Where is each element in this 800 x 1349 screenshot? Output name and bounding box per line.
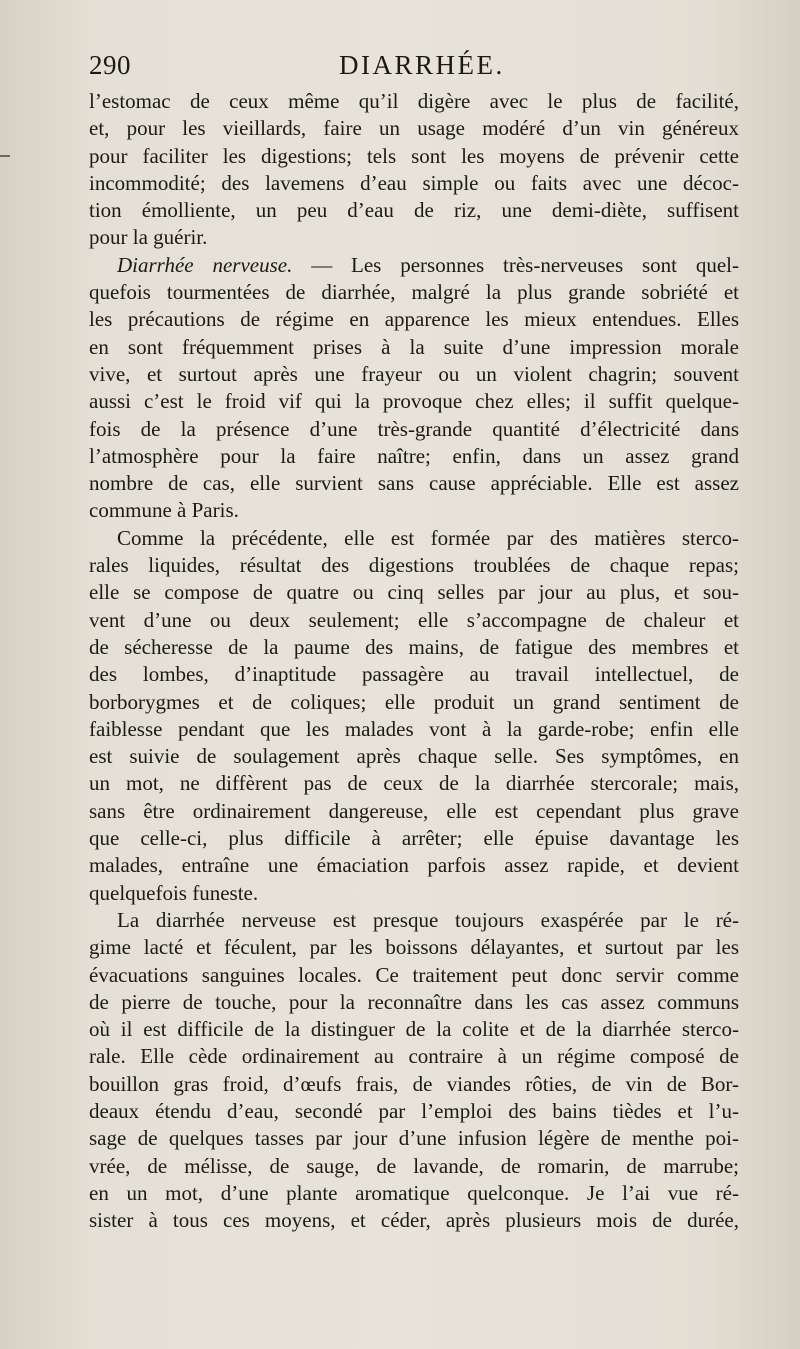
text-line: que celle-ci, plus difficile à arrêter; elle épuise davantage les [89, 826, 739, 851]
text-line: sage de quelques tasses par jour d’une infusion légère de menthe poi- [89, 1126, 739, 1151]
text-line: faiblesse pendant que les malades vont à la garde-robe; enfin elle [89, 716, 739, 741]
text-line: fois de la présence d’une très-grande quantité d’électricité dans [89, 416, 739, 441]
text-line: elle se compose de quatre ou cinq selles par jour au plus, et sou- [89, 580, 739, 605]
section-heading: Diarrhée nerveuse. [117, 252, 293, 277]
text-line: des lombes, d’inaptitude passagère au travail intellectuel, de [89, 662, 739, 687]
paragraph-3 [89, 525, 739, 907]
text-line: deaux étendu d’eau, secondé par l’emploi des bains tièdes et l’u- [89, 1098, 739, 1123]
text-line: quelquefois funeste. [89, 880, 259, 905]
text-line: vrée, de mélisse, de sauge, de lavande, de romarin, de marrube; [89, 1153, 739, 1178]
text-line: vive, et surtout après une frayeur ou un violent chagrin; souvent [89, 361, 739, 386]
text-line: évacuations sanguines locales. Ce traitement peut donc servir comme [89, 962, 739, 987]
text-line: et, pour les vieillards, faire un usage modéré d’un vin généreux [89, 116, 739, 141]
text-line: commune à Paris. [89, 498, 239, 523]
paragraph-2 [89, 252, 739, 525]
text-line: sans être ordinairement dangereuse, elle est cependant plus grave [89, 798, 739, 823]
page-body [89, 88, 739, 1234]
text-line: un mot, ne diffèrent pas de ceux de la diarrhée stercorale; mais, [89, 771, 739, 796]
margin-mark [0, 155, 10, 157]
running-title: DIARRHÉE. [339, 50, 505, 80]
text-line: vent d’une ou deux seulement; elle s’accompagne de chaleur et [89, 607, 739, 632]
text-line: de sécheresse de la paume des mains, de fatigue des membres et [89, 634, 739, 659]
text-line: quefois tourmentées de diarrhée, malgré la plus grande sobriété et [89, 280, 739, 305]
text-line: tion émolliente, un peu d’eau de riz, une demi-diète, suffisent [89, 198, 739, 223]
text-line [89, 252, 739, 279]
text-line: gime lacté et féculent, par les boissons délayantes, et surtout par les [89, 935, 739, 960]
text-line: rales liquides, résultat des digestions troublées de chaque repas; [89, 553, 739, 578]
text-line: en un mot, d’une plante aromatique quelconque. Je l’ai vue ré- [89, 1180, 739, 1205]
text-line: l’atmosphère pour la faire naître; enfin, dans un assez grand [89, 443, 739, 468]
text-line: en sont fréquemment prises à la suite d’une impression morale [89, 334, 739, 359]
text-line: malades, entraîne une émaciation parfois assez rapide, et devient [89, 853, 739, 878]
text-line: sister à tous ces moyens, et céder, après plusieurs mois de durée, [89, 1208, 739, 1233]
paragraph-1 [89, 88, 739, 252]
text-line: aussi c’est le froid vif qui la provoque chez elles; il suffit quelque- [89, 389, 739, 414]
paragraph-4 [89, 907, 739, 1235]
page-number: 290 [89, 50, 131, 80]
text-line: l’estomac de ceux même qu’il digère avec le plus de facilité, [89, 89, 739, 113]
text-line: bouillon gras froid, d’œufs frais, de viandes rôties, de vin de Bor- [89, 1071, 739, 1096]
text-line: rale. Elle cède ordinairement au contraire à un régime composé de [89, 1044, 739, 1069]
page-header [89, 50, 739, 90]
text-line: où il est difficile de la distinguer de la colite et de la diarrhée sterco- [89, 1017, 739, 1042]
text-line: est suivie de soulagement après chaque selle. Ses symptômes, en [89, 744, 739, 769]
text-line: pour la guérir. [89, 225, 208, 250]
text-line: les précautions de régime en apparence les mieux entendues. Elles [89, 307, 739, 332]
text-line: Comme la précédente, elle est formée par des matières sterco- [117, 525, 739, 550]
text-line: La diarrhée nerveuse est presque toujours exaspérée par le ré- [117, 907, 739, 932]
text-line: incommodité; des lavemens d’eau simple ou faits avec une décoc- [89, 170, 739, 195]
text-line: de pierre de touche, pour la reconnaître dans les cas assez communs [89, 989, 739, 1014]
text-line: nombre de cas, elle survient sans cause appréciable. Elle est assez [89, 471, 739, 496]
text-line: pour faciliter les digestions; tels sont les moyens de prévenir cette [89, 143, 739, 168]
text-line-rest: — Les personnes très-nerveuses sont quel- [292, 252, 739, 277]
text-line: borborygmes et de coliques; elle produit un grand sentiment de [89, 689, 739, 714]
